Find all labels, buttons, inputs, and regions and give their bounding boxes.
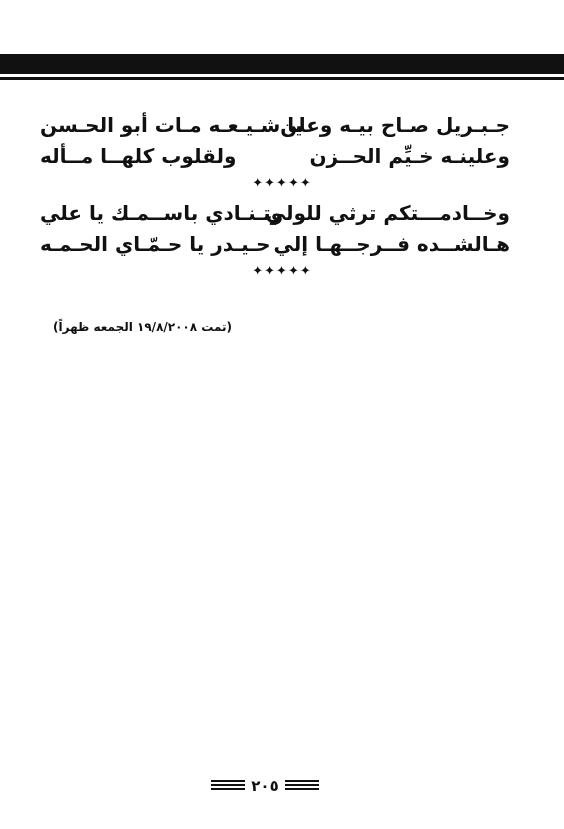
- verse-line-3: [40, 198, 510, 228]
- hemistich-right: جـبـريل صـاح بيـه وعلن: [280, 113, 510, 137]
- stanza-divider-ornament: ✦✦✦✦✦: [252, 176, 312, 191]
- hemistich-right: وعلينـه خـيِّم الحــزن: [309, 144, 510, 168]
- hemistich-left: حـيـدر يا حـمّـاي الحـمـه: [40, 232, 271, 256]
- header-thick-rule: [0, 54, 564, 74]
- hemistich-right: وخــادمـــتكم ترثي للولي: [265, 201, 510, 225]
- footer-decorative-lines: [285, 780, 319, 792]
- completion-date-note: (تمت ١٩/٨/٢٠٠٨ الجمعه ظهراً): [53, 320, 232, 334]
- verse-line-2: [40, 141, 510, 171]
- hemistich-left: وتـنـادي باســمـك يا علي: [40, 201, 284, 225]
- page-number: ٢٠٥: [251, 777, 279, 795]
- hemistich-right: هـالشــده فــرجــهـا إلي: [273, 232, 510, 256]
- hemistich-left: ولقلوب كلهــا مــأله: [40, 144, 237, 168]
- verse-line-4: [40, 229, 510, 259]
- stanza-divider-ornament: ✦✦✦✦✦: [252, 264, 312, 279]
- verse-line-1: [40, 110, 510, 140]
- hemistich-left: يا شـيـعـه مـات أبو الحـسن: [40, 113, 303, 137]
- header-thin-rule: [0, 77, 564, 80]
- footer-decorative-lines: [211, 780, 245, 792]
- page-footer: [0, 776, 564, 796]
